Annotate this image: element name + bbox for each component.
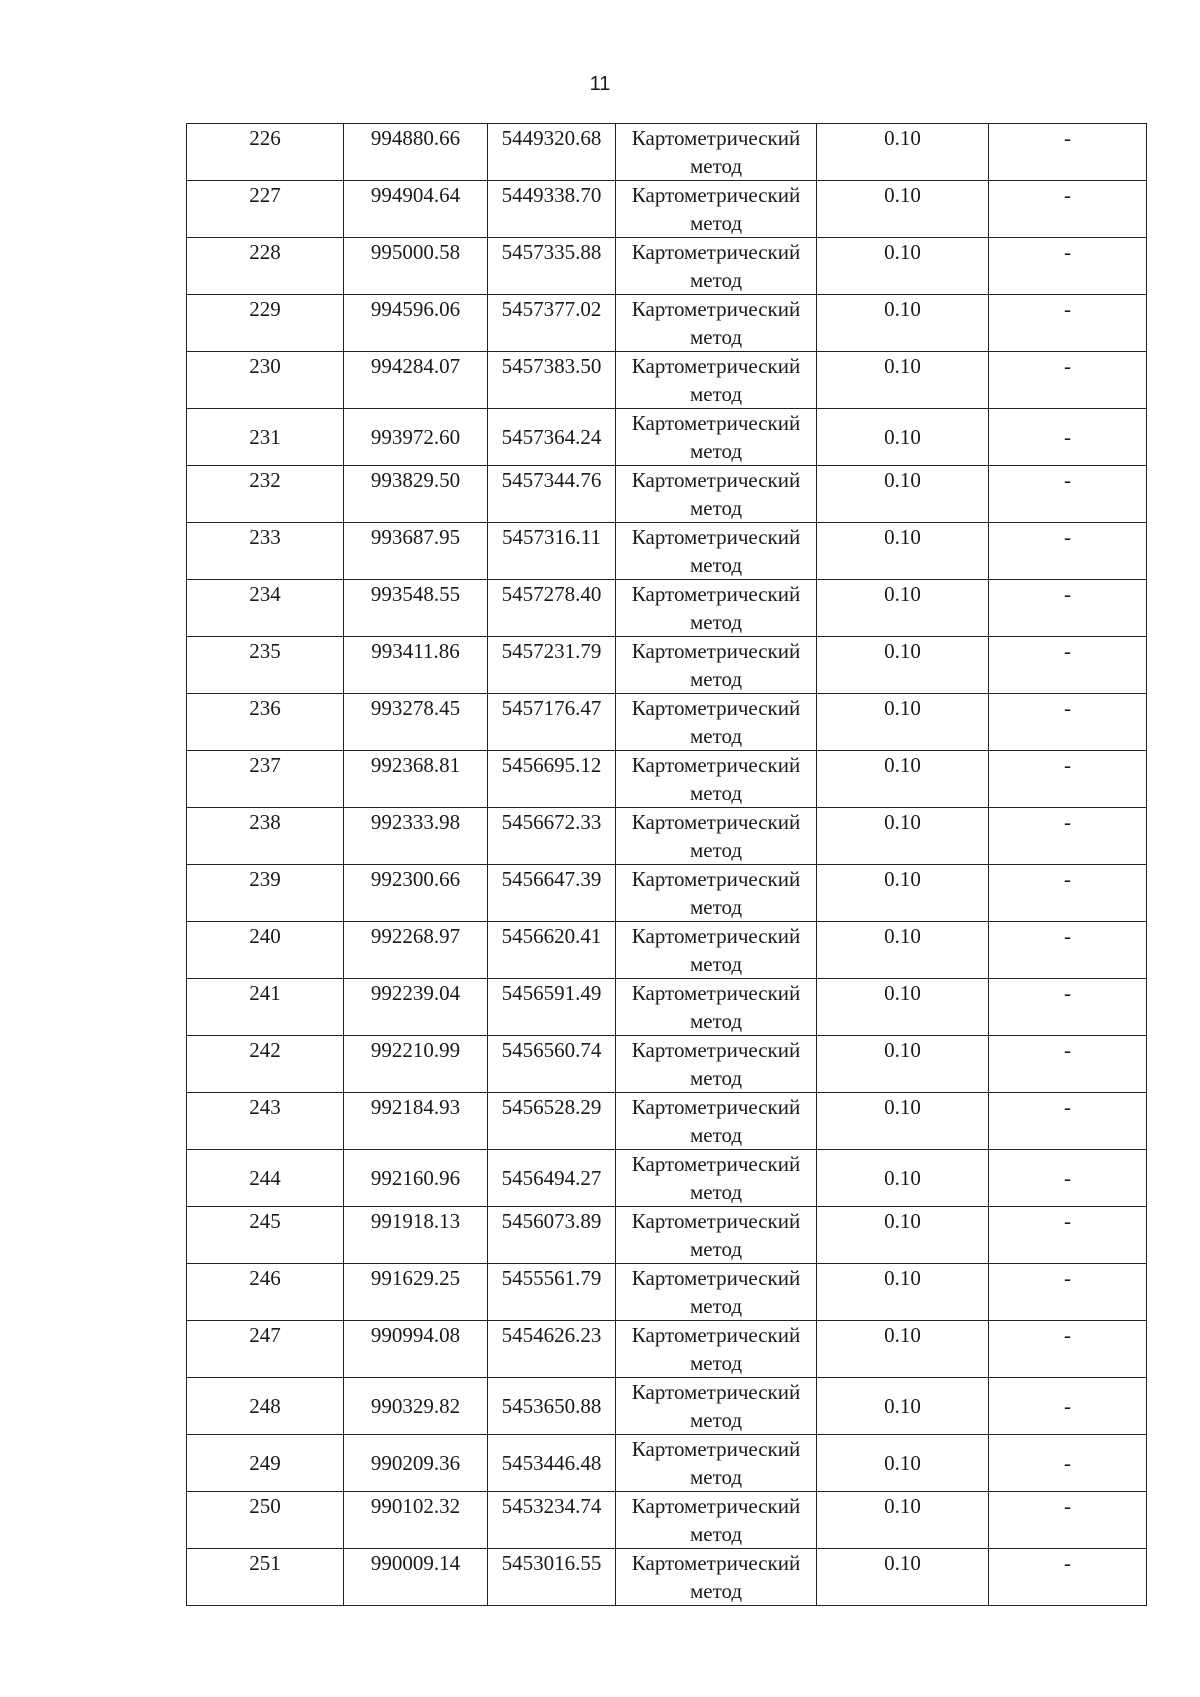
y-coordinate-cell: 5457231.79 <box>488 637 616 694</box>
x-coordinate-cell: 992184.93 <box>344 1093 488 1150</box>
point-number-cell: 240 <box>187 922 344 979</box>
precision-cell: 0.10 <box>817 352 989 409</box>
table-row <box>187 181 1147 238</box>
table-row <box>187 580 1147 637</box>
method-line-1: Картометрический <box>631 696 801 720</box>
method-line-2: метод <box>689 325 743 349</box>
method-line-1: Картометрический <box>631 810 801 834</box>
method-line-2: метод <box>689 895 743 919</box>
method-line-1: Картометрический <box>631 1551 801 1575</box>
method-line-1: Картометрический <box>631 411 801 435</box>
point-number-cell: 242 <box>187 1036 344 1093</box>
point-number-cell: 244 <box>187 1150 344 1207</box>
precision-cell: 0.10 <box>817 124 989 181</box>
description-cell: - <box>989 1093 1147 1150</box>
precision-cell: 0.10 <box>817 295 989 352</box>
x-coordinate-cell: 993972.60 <box>344 409 488 466</box>
description-cell: - <box>989 1036 1147 1093</box>
x-coordinate-cell: 992268.97 <box>344 922 488 979</box>
y-coordinate-cell: 5456695.12 <box>488 751 616 808</box>
description-cell: - <box>989 580 1147 637</box>
precision-cell: 0.10 <box>817 1264 989 1321</box>
x-coordinate-cell: 990994.08 <box>344 1321 488 1378</box>
x-coordinate-cell: 991629.25 <box>344 1264 488 1321</box>
precision-cell: 0.10 <box>817 238 989 295</box>
method-line-1: Картометрический <box>631 126 801 150</box>
y-coordinate-cell: 5456073.89 <box>488 1207 616 1264</box>
method-line-2: метод <box>689 838 743 862</box>
precision-cell: 0.10 <box>817 751 989 808</box>
table-row <box>187 466 1147 523</box>
method-line-2: метод <box>689 1123 743 1147</box>
method-cell <box>616 1093 817 1150</box>
precision-cell: 0.10 <box>817 1093 989 1150</box>
table-row <box>187 352 1147 409</box>
method-cell <box>616 1150 817 1207</box>
x-coordinate-cell: 994596.06 <box>344 295 488 352</box>
method-line-2: метод <box>689 1351 743 1375</box>
precision-cell: 0.10 <box>817 637 989 694</box>
precision-cell: 0.10 <box>817 1435 989 1492</box>
method-cell <box>616 466 817 523</box>
y-coordinate-cell: 5449320.68 <box>488 124 616 181</box>
method-cell <box>616 865 817 922</box>
y-coordinate-cell: 5453650.88 <box>488 1378 616 1435</box>
x-coordinate-cell: 991918.13 <box>344 1207 488 1264</box>
method-line-1: Картометрический <box>631 354 801 378</box>
method-cell <box>616 181 817 238</box>
x-coordinate-cell: 992210.99 <box>344 1036 488 1093</box>
description-cell: - <box>989 1492 1147 1549</box>
table-row <box>187 1435 1147 1492</box>
table-row <box>187 1207 1147 1264</box>
y-coordinate-cell: 5449338.70 <box>488 181 616 238</box>
y-coordinate-cell: 5456560.74 <box>488 1036 616 1093</box>
precision-cell: 0.10 <box>817 409 989 466</box>
y-coordinate-cell: 5453016.55 <box>488 1549 616 1606</box>
method-cell <box>616 694 817 751</box>
method-line-2: метод <box>689 1465 743 1489</box>
point-number-cell: 247 <box>187 1321 344 1378</box>
x-coordinate-cell: 993829.50 <box>344 466 488 523</box>
table-row <box>187 1378 1147 1435</box>
method-line-1: Картометрический <box>631 1095 801 1119</box>
x-coordinate-cell: 990329.82 <box>344 1378 488 1435</box>
method-line-2: метод <box>689 1237 743 1261</box>
method-line-2: метод <box>689 667 743 691</box>
point-number-cell: 248 <box>187 1378 344 1435</box>
point-number-cell: 227 <box>187 181 344 238</box>
method-cell <box>616 1321 817 1378</box>
method-line-1: Картометрический <box>631 1038 801 1062</box>
method-line-2: метод <box>689 268 743 292</box>
description-cell: - <box>989 808 1147 865</box>
point-number-cell: 243 <box>187 1093 344 1150</box>
description-cell: - <box>989 523 1147 580</box>
method-line-2: метод <box>689 382 743 406</box>
method-cell <box>616 1549 817 1606</box>
table-row <box>187 295 1147 352</box>
precision-cell: 0.10 <box>817 181 989 238</box>
method-line-1: Картометрический <box>631 1323 801 1347</box>
x-coordinate-cell: 992368.81 <box>344 751 488 808</box>
point-number-cell: 236 <box>187 694 344 751</box>
table-row <box>187 1093 1147 1150</box>
x-coordinate-cell: 992160.96 <box>344 1150 488 1207</box>
precision-cell: 0.10 <box>817 979 989 1036</box>
table-row <box>187 808 1147 865</box>
method-cell <box>616 1492 817 1549</box>
point-number-cell: 234 <box>187 580 344 637</box>
point-number-cell: 229 <box>187 295 344 352</box>
precision-cell: 0.10 <box>817 1492 989 1549</box>
method-cell <box>616 1036 817 1093</box>
method-line-1: Картометрический <box>631 1494 801 1518</box>
y-coordinate-cell: 5456494.27 <box>488 1150 616 1207</box>
method-cell <box>616 523 817 580</box>
table-row <box>187 238 1147 295</box>
method-line-2: метод <box>689 610 743 634</box>
method-line-2: метод <box>689 1009 743 1033</box>
x-coordinate-cell: 993278.45 <box>344 694 488 751</box>
method-line-2: метод <box>689 439 743 463</box>
table-row <box>187 1150 1147 1207</box>
method-line-2: метод <box>689 1579 743 1603</box>
x-coordinate-cell: 990009.14 <box>344 1549 488 1606</box>
method-line-2: метод <box>689 724 743 748</box>
description-cell: - <box>989 295 1147 352</box>
method-line-2: метод <box>689 496 743 520</box>
method-line-2: метод <box>689 1522 743 1546</box>
x-coordinate-cell: 993548.55 <box>344 580 488 637</box>
precision-cell: 0.10 <box>817 808 989 865</box>
description-cell: - <box>989 466 1147 523</box>
point-number-cell: 235 <box>187 637 344 694</box>
table-row <box>187 1264 1147 1321</box>
table-row <box>187 409 1147 466</box>
description-cell: - <box>989 751 1147 808</box>
method-cell <box>616 637 817 694</box>
method-line-1: Картометрический <box>631 183 801 207</box>
table-row <box>187 694 1147 751</box>
y-coordinate-cell: 5456647.39 <box>488 865 616 922</box>
point-number-cell: 239 <box>187 865 344 922</box>
description-cell: - <box>989 124 1147 181</box>
table-row <box>187 1036 1147 1093</box>
method-line-2: метод <box>689 1294 743 1318</box>
description-cell: - <box>989 922 1147 979</box>
precision-cell: 0.10 <box>817 865 989 922</box>
precision-cell: 0.10 <box>817 466 989 523</box>
description-cell: - <box>989 409 1147 466</box>
y-coordinate-cell: 5457278.40 <box>488 580 616 637</box>
point-number-cell: 230 <box>187 352 344 409</box>
method-cell <box>616 238 817 295</box>
description-cell: - <box>989 1549 1147 1606</box>
y-coordinate-cell: 5457316.11 <box>488 523 616 580</box>
description-cell: - <box>989 352 1147 409</box>
precision-cell: 0.10 <box>817 1207 989 1264</box>
method-cell <box>616 922 817 979</box>
description-cell: - <box>989 694 1147 751</box>
method-cell <box>616 352 817 409</box>
method-line-1: Картометрический <box>631 1209 801 1233</box>
method-cell <box>616 1435 817 1492</box>
y-coordinate-cell: 5457377.02 <box>488 295 616 352</box>
y-coordinate-cell: 5456672.33 <box>488 808 616 865</box>
table-row <box>187 523 1147 580</box>
table-row <box>187 637 1147 694</box>
description-cell: - <box>989 1378 1147 1435</box>
y-coordinate-cell: 5456620.41 <box>488 922 616 979</box>
y-coordinate-cell: 5454626.23 <box>488 1321 616 1378</box>
description-cell: - <box>989 979 1147 1036</box>
y-coordinate-cell: 5453446.48 <box>488 1435 616 1492</box>
method-cell <box>616 409 817 466</box>
point-number-cell: 245 <box>187 1207 344 1264</box>
method-line-2: метод <box>689 154 743 178</box>
point-number-cell: 233 <box>187 523 344 580</box>
table-row <box>187 124 1147 181</box>
method-line-2: метод <box>689 1066 743 1090</box>
point-number-cell: 238 <box>187 808 344 865</box>
precision-cell: 0.10 <box>817 1549 989 1606</box>
point-number-cell: 246 <box>187 1264 344 1321</box>
description-cell: - <box>989 637 1147 694</box>
table-row <box>187 922 1147 979</box>
x-coordinate-cell: 990209.36 <box>344 1435 488 1492</box>
method-cell <box>616 580 817 637</box>
table-row <box>187 1492 1147 1549</box>
method-line-1: Картометрический <box>631 297 801 321</box>
precision-cell: 0.10 <box>817 580 989 637</box>
method-cell <box>616 1264 817 1321</box>
method-cell <box>616 808 817 865</box>
description-cell: - <box>989 238 1147 295</box>
method-line-2: метод <box>689 553 743 577</box>
x-coordinate-cell: 992300.66 <box>344 865 488 922</box>
method-line-1: Картометрический <box>631 1266 801 1290</box>
point-number-cell: 228 <box>187 238 344 295</box>
y-coordinate-cell: 5457344.76 <box>488 466 616 523</box>
x-coordinate-cell: 993411.86 <box>344 637 488 694</box>
method-line-1: Картометрический <box>631 240 801 264</box>
description-cell: - <box>989 181 1147 238</box>
point-number-cell: 249 <box>187 1435 344 1492</box>
y-coordinate-cell: 5457364.24 <box>488 409 616 466</box>
point-number-cell: 226 <box>187 124 344 181</box>
method-line-2: метод <box>689 211 743 235</box>
method-cell <box>616 979 817 1036</box>
table-row <box>187 865 1147 922</box>
method-line-1: Картометрический <box>631 1152 801 1176</box>
method-cell <box>616 295 817 352</box>
method-line-1: Картометрический <box>631 525 801 549</box>
point-number-cell: 250 <box>187 1492 344 1549</box>
y-coordinate-cell: 5453234.74 <box>488 1492 616 1549</box>
method-line-1: Картометрический <box>631 924 801 948</box>
x-coordinate-cell: 992239.04 <box>344 979 488 1036</box>
point-number-cell: 237 <box>187 751 344 808</box>
description-cell: - <box>989 1435 1147 1492</box>
point-number-cell: 251 <box>187 1549 344 1606</box>
description-cell: - <box>989 1207 1147 1264</box>
method-cell <box>616 1378 817 1435</box>
y-coordinate-cell: 5457176.47 <box>488 694 616 751</box>
description-cell: - <box>989 1321 1147 1378</box>
precision-cell: 0.10 <box>817 694 989 751</box>
y-coordinate-cell: 5455561.79 <box>488 1264 616 1321</box>
table-body <box>187 124 1147 1606</box>
method-cell <box>616 1207 817 1264</box>
point-number-cell: 231 <box>187 409 344 466</box>
method-line-1: Картометрический <box>631 981 801 1005</box>
coordinates-table <box>186 123 1147 1606</box>
table-row <box>187 979 1147 1036</box>
method-cell <box>616 751 817 808</box>
x-coordinate-cell: 990102.32 <box>344 1492 488 1549</box>
page-number: 11 <box>589 73 611 95</box>
x-coordinate-cell: 994904.64 <box>344 181 488 238</box>
x-coordinate-cell: 994880.66 <box>344 124 488 181</box>
x-coordinate-cell: 994284.07 <box>344 352 488 409</box>
precision-cell: 0.10 <box>817 1150 989 1207</box>
method-line-1: Картометрический <box>631 1380 801 1404</box>
method-line-2: метод <box>689 952 743 976</box>
precision-cell: 0.10 <box>817 523 989 580</box>
method-line-2: метод <box>689 1408 743 1432</box>
method-cell <box>616 124 817 181</box>
y-coordinate-cell: 5457383.50 <box>488 352 616 409</box>
point-number-cell: 241 <box>187 979 344 1036</box>
method-line-1: Картометрический <box>631 639 801 663</box>
method-line-1: Картометрический <box>631 753 801 777</box>
x-coordinate-cell: 992333.98 <box>344 808 488 865</box>
precision-cell: 0.10 <box>817 922 989 979</box>
method-line-1: Картометрический <box>631 582 801 606</box>
description-cell: - <box>989 865 1147 922</box>
x-coordinate-cell: 995000.58 <box>344 238 488 295</box>
precision-cell: 0.10 <box>817 1036 989 1093</box>
description-cell: - <box>989 1150 1147 1207</box>
y-coordinate-cell: 5456591.49 <box>488 979 616 1036</box>
table-row <box>187 1549 1147 1606</box>
precision-cell: 0.10 <box>817 1378 989 1435</box>
point-number-cell: 232 <box>187 466 344 523</box>
description-cell: - <box>989 1264 1147 1321</box>
method-line-1: Картометрический <box>631 867 801 891</box>
precision-cell: 0.10 <box>817 1321 989 1378</box>
method-line-1: Картометрический <box>631 1437 801 1461</box>
table-row <box>187 1321 1147 1378</box>
x-coordinate-cell: 993687.95 <box>344 523 488 580</box>
method-line-1: Картометрический <box>631 468 801 492</box>
method-line-2: метод <box>689 1180 743 1204</box>
method-line-2: метод <box>689 781 743 805</box>
y-coordinate-cell: 5457335.88 <box>488 238 616 295</box>
table-row <box>187 751 1147 808</box>
y-coordinate-cell: 5456528.29 <box>488 1093 616 1150</box>
